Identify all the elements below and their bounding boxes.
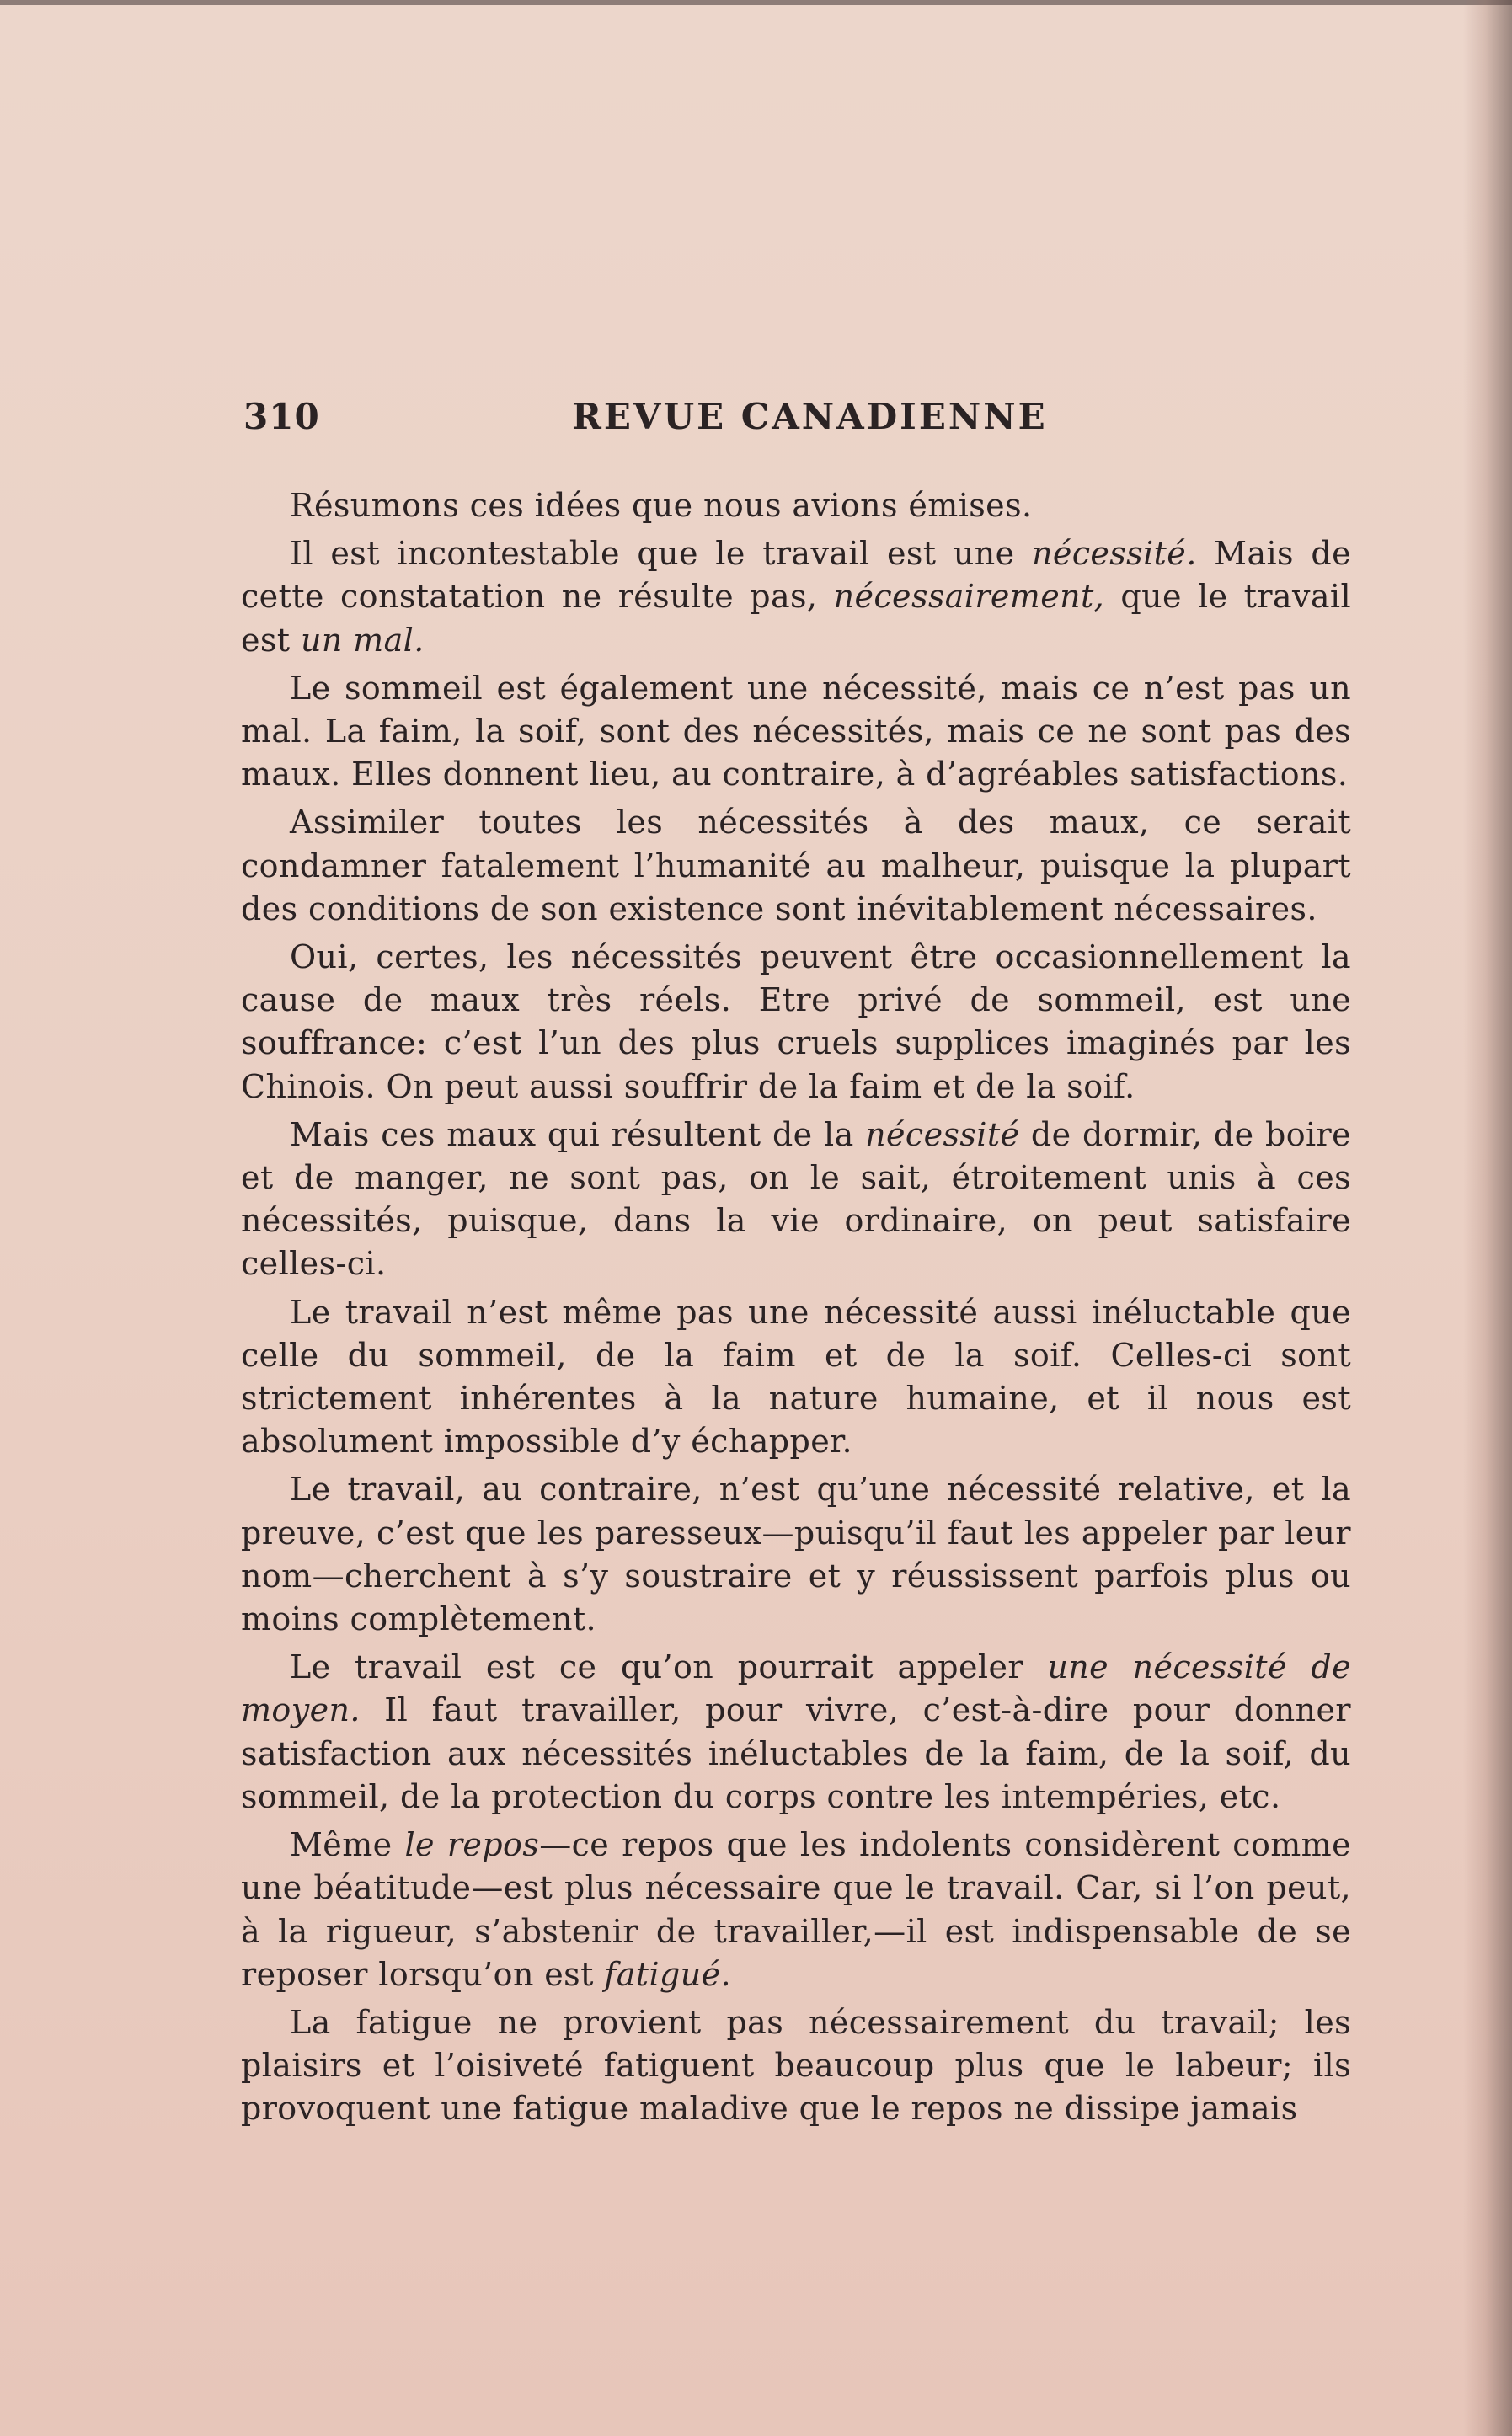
text-run: de dormir, de boire et de manger, ne sont pas, on le sait, étroitement unis à ces nécessités, puisque, dans la vie ordinaire, on peut satisfaire celles-ci. xyxy=(241,1115,1351,1283)
text-run: —ce repos que les indolents considèrent comme une béatitude—est plus nécessaire que le travail. Car, si l’on peut, à la rigueur, s’abstenir de travailler,—il est indispensable de se reposer lorsqu’on est xyxy=(241,1826,1351,1993)
text-run: Il est incontestable que le travail est une xyxy=(290,535,1032,573)
paragraph xyxy=(241,801,1351,931)
italic-text: fatigué. xyxy=(604,1955,731,1993)
text-run: que le travail est xyxy=(241,578,1351,659)
text-run: Mais ces maux qui résultent de la xyxy=(290,1115,866,1153)
paragraph xyxy=(241,667,1351,797)
page-edge-shadow xyxy=(1463,0,1512,2436)
italic-text: nécessité xyxy=(865,1115,1020,1153)
italic-text: un mal. xyxy=(300,621,425,659)
italic-text: nécessité. xyxy=(1031,535,1197,573)
text-run: Même xyxy=(290,1826,405,1864)
paragraph xyxy=(241,1468,1351,1641)
paragraph xyxy=(241,2001,1351,2131)
text-run: Assimiler toutes les nécessités à des maux, ce serait condamner fatalement l’humanité au malheur, puisque la plupart des conditions de son existence sont inévitablement nécessaires. xyxy=(241,804,1351,927)
text-run: Il faut travailler, pour vivre, c’est-à-dire pour donner satisfaction aux nécessités inéluctables de la faim, de la soif, du sommeil, de la protection du corps contre les intempéries, etc. xyxy=(241,1691,1351,1815)
text-run: Le travail est ce qu’on pourrait appeler xyxy=(290,1648,1048,1686)
text-run: Oui, certes, les nécessités peuvent être occasionnellement la cause de maux très réels. Etre privé de sommeil, est une souffrance: c’est l’un des plus cruels supplices imaginés par les Chinois. On peut aussi souffrir de la faim et de la soif. xyxy=(241,938,1351,1105)
text-run: Le sommeil est également une nécessité, mais ce n’est pas un mal. La faim, la soif, sont des nécessités, mais ce ne sont pas des maux. Elles donnent lieu, au contraire, à d’agréables satisfactions. xyxy=(241,669,1351,793)
paragraph xyxy=(241,1291,1351,1464)
italic-text: nécessairement, xyxy=(833,578,1105,616)
text-run: Le travail, au contraire, n’est qu’une nécessité relative, et la preuve, c’est que les paresseux—puisqu’il faut les appeler par leur nom—cherchent à s’y soustraire et y réussissent parfois plus ou moins complètement. xyxy=(241,1471,1351,1638)
text-run: Résumons ces idées que nous avions émises. xyxy=(290,487,1033,524)
paragraph xyxy=(241,1646,1351,1819)
italic-text: une nécessité de moyen. xyxy=(241,1648,1351,1729)
top-border xyxy=(0,0,1512,5)
paragraph xyxy=(241,1114,1351,1286)
paragraph xyxy=(241,484,1351,527)
body-text xyxy=(241,484,1351,2131)
paragraph xyxy=(241,532,1351,662)
paragraph xyxy=(241,936,1351,1108)
text-run: La fatigue ne provient pas nécessairement du travail; les plaisirs et l’oisiveté fatiguent beaucoup plus que le labeur; ils provoquent une fatigue maladive que le repos ne dissipe jamais xyxy=(241,2003,1351,2128)
journal-title: REVUE CANADIENNE xyxy=(572,396,1048,437)
running-head xyxy=(243,396,1351,446)
paragraph xyxy=(241,1824,1351,1996)
italic-text: le repos xyxy=(404,1826,540,1864)
page-number: 310 xyxy=(243,396,320,437)
text-run: Mais de cette constatation ne résulte pas, xyxy=(241,535,1352,616)
text-run: Le travail n’est même pas une nécessité aussi inéluctable que celle du sommeil, de la faim et de la soif. Celles-ci sont strictement inhérentes à la nature humaine, et il nous est absolument impossible d’y échapper. xyxy=(241,1293,1351,1461)
